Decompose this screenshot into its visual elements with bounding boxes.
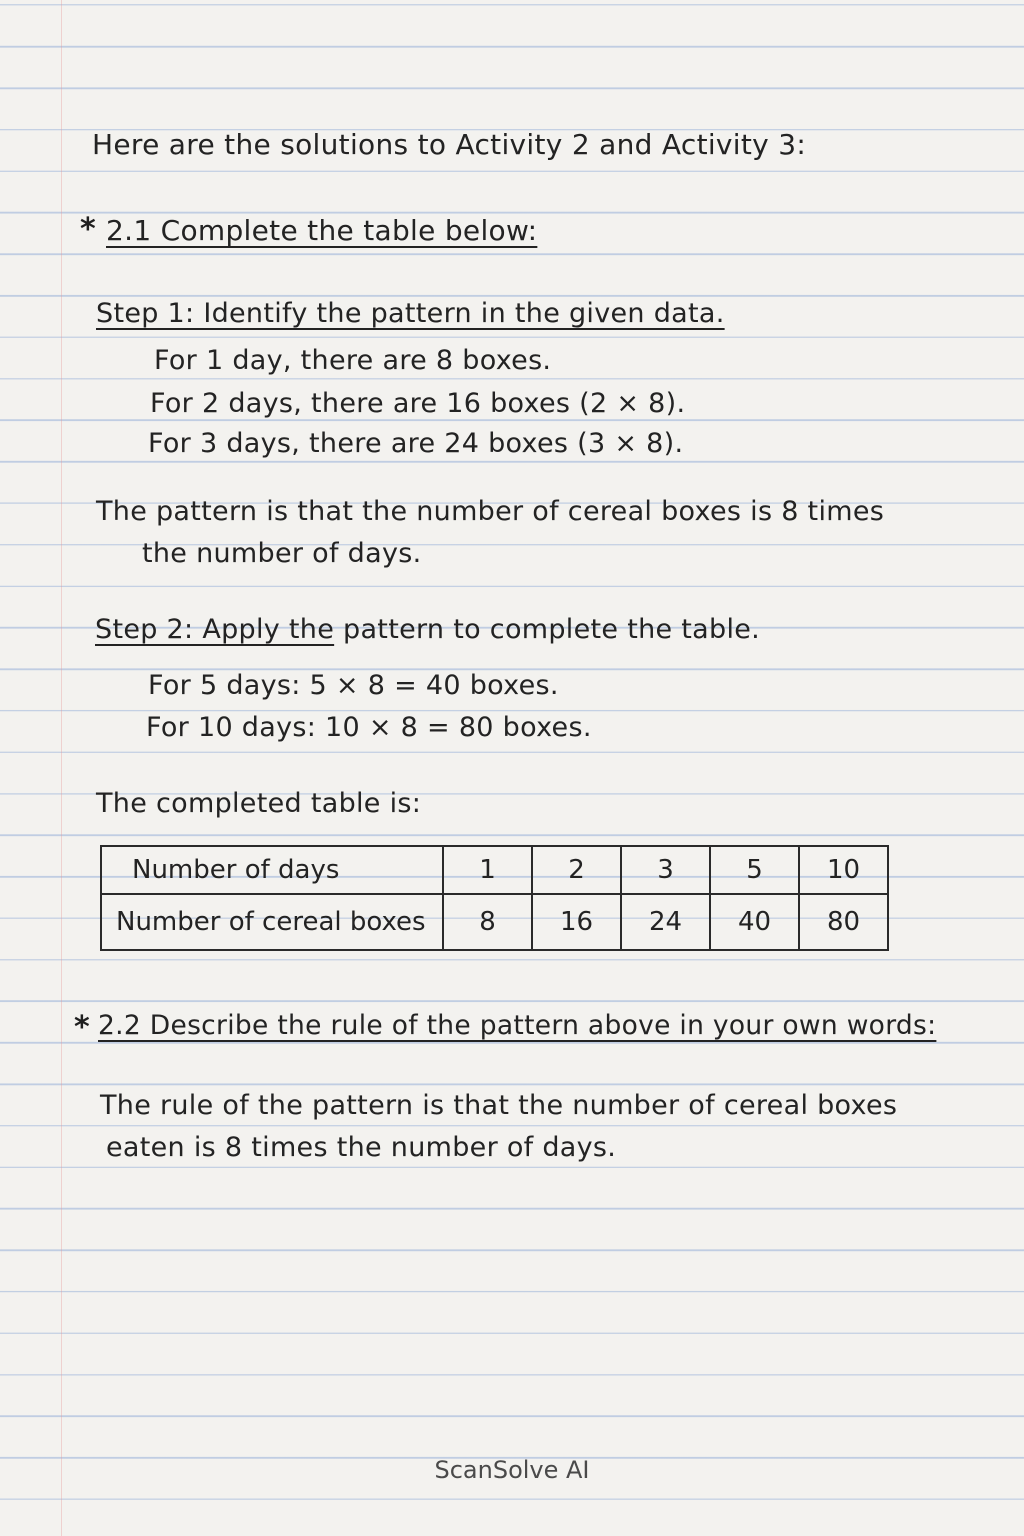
table-cell: 3	[621, 846, 710, 894]
pattern-table	[100, 845, 889, 951]
table-cell: 16	[532, 894, 621, 950]
row-header: Number of cereal boxes	[101, 894, 443, 950]
margin-line	[61, 0, 62, 1536]
table-cell: 2	[532, 846, 621, 894]
table-cell: 5	[710, 846, 799, 894]
table-cell: 80	[799, 894, 888, 950]
row-header: Number of days	[101, 846, 443, 894]
table-row	[101, 894, 888, 950]
table-cell: 24	[621, 894, 710, 950]
step-line: For 3 days, there are 24 boxes (3 × 8).	[148, 428, 684, 459]
table-cell: 8	[443, 894, 532, 950]
completed-table-label: The completed table is:	[96, 788, 422, 819]
step-line: For 5 days: 5 × 8 = 40 boxes.	[148, 670, 559, 701]
answer-text: The rule of the pattern is that the number of cereal boxes	[100, 1090, 898, 1121]
table-row	[101, 846, 888, 894]
step-heading: Step 1: Identify the pattern in the given data.	[96, 298, 725, 329]
pattern-text: the number of days.	[142, 538, 422, 569]
step-heading-underlined: Step 2: Apply the	[95, 614, 335, 645]
step-heading-rest: pattern to complete the table.	[334, 614, 761, 645]
step-line: For 2 days, there are 16 boxes (2 × 8).	[150, 388, 686, 419]
question-heading: 2.1 Complete the table below:	[106, 214, 538, 247]
intro-text: Here are the solutions to Activity 2 and Activity 3:	[92, 128, 807, 161]
footer-brand: ScanSolve AI	[434, 1456, 590, 1484]
step-line: For 1 day, there are 8 boxes.	[154, 345, 552, 376]
question-marker: *	[80, 212, 96, 247]
answer-text: eaten is 8 times the number of days.	[106, 1132, 617, 1163]
pattern-text: The pattern is that the number of cereal boxes is 8 times	[96, 496, 885, 527]
question-heading: 2.2 Describe the rule of the pattern above in your own words:	[98, 1010, 937, 1041]
step-line: For 10 days: 10 × 8 = 80 boxes.	[146, 712, 592, 743]
question-marker: *	[74, 1010, 90, 1045]
table-cell: 1	[443, 846, 532, 894]
table-cell: 10	[799, 846, 888, 894]
step-heading	[95, 614, 760, 645]
table-cell: 40	[710, 894, 799, 950]
